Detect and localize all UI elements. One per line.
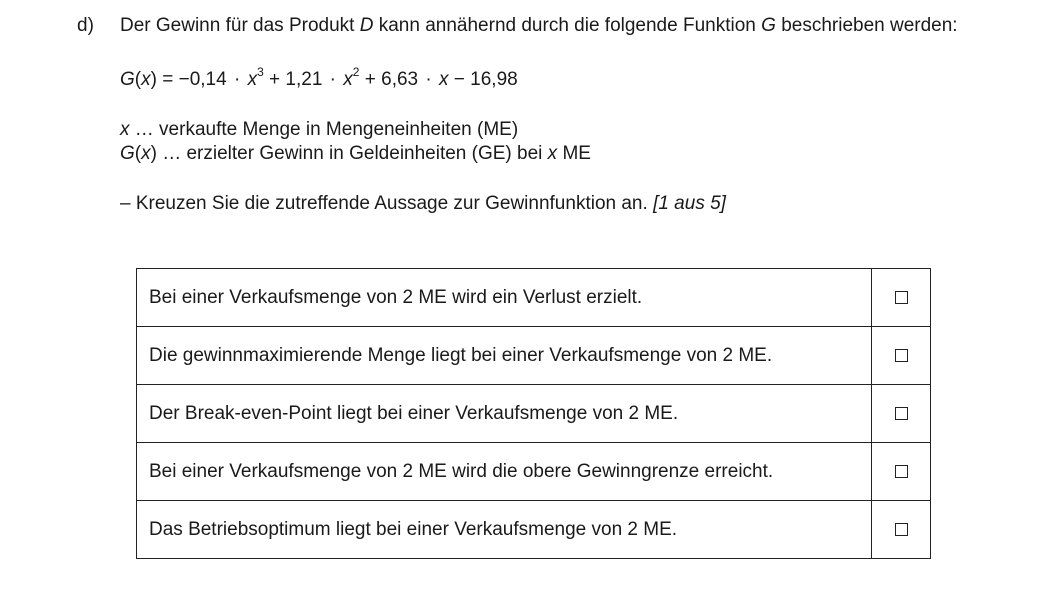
- option-row: [137, 385, 931, 443]
- formula-exp3: 3: [257, 64, 264, 79]
- option-checkbox[interactable]: [895, 465, 908, 478]
- option-checkbox[interactable]: [895, 291, 908, 304]
- option-statement: Bei einer Verkaufsmenge von 2 ME wird die obere Gewinngrenze erreicht.: [137, 443, 872, 501]
- formula-c0: 16,98: [470, 69, 518, 90]
- legend-x-desc: … verkaufte Menge in Mengeneinheiten (ME): [129, 119, 519, 140]
- option-checkbox-cell: [872, 269, 931, 327]
- formula-exp2: 2: [352, 64, 360, 79]
- formula-x: x: [343, 69, 353, 90]
- formula-open: (: [134, 69, 142, 90]
- product-name: D: [359, 15, 374, 36]
- option-checkbox-cell: [872, 501, 931, 559]
- formula-x: x: [439, 69, 449, 90]
- legend-g-desc: … erzielter Gewinn in Geldeinheiten (GE) bei: [156, 143, 548, 164]
- intro-prefix: Der Gewinn für das Produkt: [120, 15, 360, 36]
- formula-close: ): [150, 69, 157, 90]
- option-checkbox[interactable]: [895, 349, 908, 362]
- legend-g-arg: x: [141, 143, 151, 164]
- legend-g-var: G: [120, 143, 135, 164]
- profit-function-formula: [120, 64, 970, 92]
- formula-dot: ·: [233, 69, 241, 90]
- intro-text: [120, 14, 970, 38]
- legend-g: [120, 142, 970, 166]
- option-row: [137, 443, 931, 501]
- option-checkbox-cell: [872, 443, 931, 501]
- task-instruction: [120, 192, 970, 216]
- option-statement: Die gewinnmaximierende Menge liegt bei einer Verkaufsmenge von 2 ME.: [137, 327, 872, 385]
- intro-middle: kann annähernd durch die folgende Funktion: [373, 15, 762, 36]
- legend-g-open: (: [134, 143, 142, 164]
- formula-g: G: [120, 69, 135, 90]
- task-text: – Kreuzen Sie die zutreffende Aussage zur Gewinnfunktion an.: [120, 193, 654, 214]
- formula-dot: ·: [425, 69, 432, 90]
- legend-g-close: ): [150, 143, 157, 164]
- legend-x: [120, 118, 970, 142]
- function-name: G: [761, 15, 776, 36]
- option-checkbox[interactable]: [895, 523, 908, 536]
- option-row: [137, 501, 931, 559]
- formula-dot: ·: [329, 69, 336, 90]
- option-checkbox[interactable]: [895, 407, 908, 420]
- legend-g-unit: ME: [557, 143, 591, 164]
- intro-suffix: beschrieben werden:: [775, 15, 958, 36]
- formula-minus: −: [448, 69, 471, 90]
- option-row: [137, 269, 931, 327]
- formula-c3: 0,14: [189, 69, 227, 90]
- task-label: d): [77, 15, 94, 36]
- task-hint: [1 aus 5]: [653, 193, 726, 214]
- option-row: [137, 327, 931, 385]
- option-checkbox-cell: [872, 385, 931, 443]
- formula-plus: +: [263, 69, 286, 90]
- formula-c1: 6,63: [381, 69, 419, 90]
- task-content: [120, 14, 970, 216]
- variable-legend: [120, 118, 970, 166]
- legend-g-x: x: [547, 143, 558, 164]
- formula-x: x: [247, 69, 258, 90]
- formula-x: x: [141, 69, 151, 90]
- legend-x-var: x: [120, 119, 130, 140]
- options-table: [136, 268, 931, 559]
- option-checkbox-cell: [872, 327, 931, 385]
- option-statement: Das Betriebsoptimum liegt bei einer Verkaufsmenge von 2 ME.: [137, 501, 872, 559]
- formula-plus: +: [359, 69, 382, 90]
- formula-eq: = −: [156, 69, 190, 90]
- option-statement: Bei einer Verkaufsmenge von 2 ME wird ein Verlust erzielt.: [137, 269, 872, 327]
- formula-c2: 1,21: [285, 69, 323, 90]
- option-statement: Der Break-even-Point liegt bei einer Verkaufsmenge von 2 ME.: [137, 385, 872, 443]
